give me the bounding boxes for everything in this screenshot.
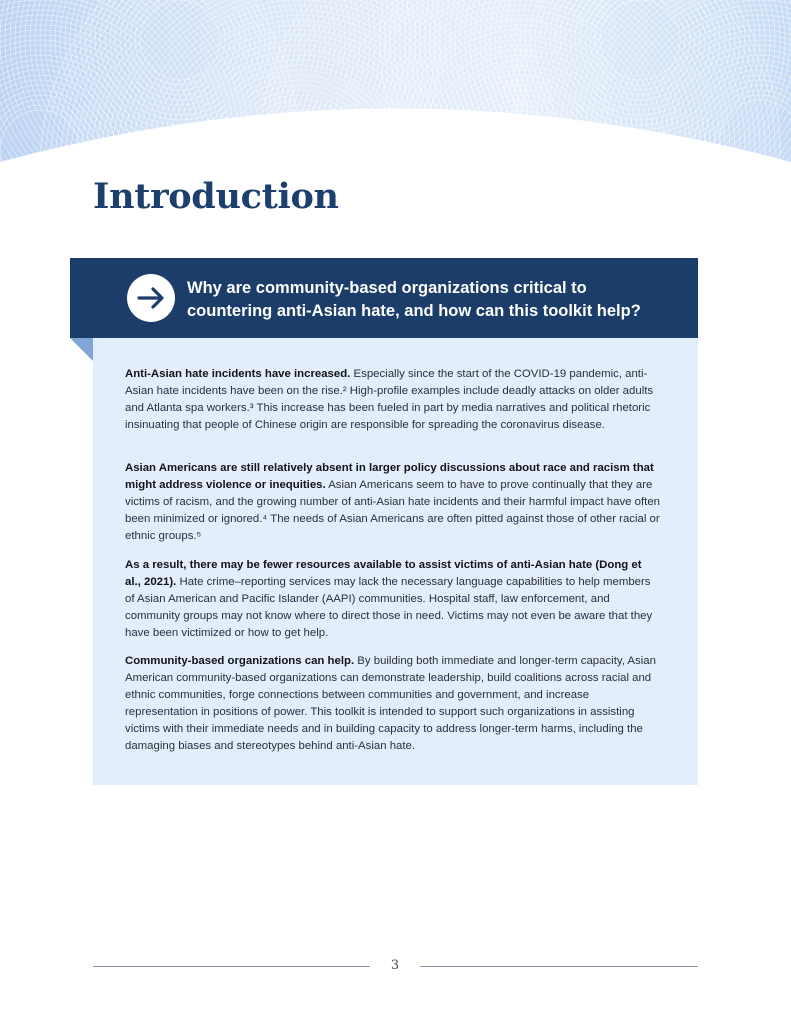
footer-rule-left — [93, 966, 370, 967]
arrow-right-icon — [127, 274, 175, 322]
paragraph-fewer-resources: As a result, there may be fewer resources available to assist victims of anti-Asian hate (Dong et al., 2021). Hate crime–reporting services may lack the necessary language capabilities to help members of Asian American and Pacific Islander (AAPI) communities. Hospital staff, law enforcement, and community groups may not know where to direct those in need. Victims may not even be aware that they have been victimized or how to get help. — [125, 559, 653, 639]
paragraph-policy-absence: Asian Americans are still relatively absent in larger policy discussions about race and racism that might address violence or inequities. Asian Americans seem to have to prove continually that they are victims of racism, and the growing number of anti-Asian hate incidents and their harmful impact have often been minimized or ignored.⁴ The needs of Asian Americans are often pitted against those of other racial or ethnic groups.⁵ — [125, 462, 660, 542]
decorative-banner — [0, 0, 791, 175]
page-number: 3 — [390, 958, 400, 973]
paragraph-hate-incidents: Anti-Asian hate incidents have increased. Especially since the start of the COVID-19 pandemic, anti-Asian hate incidents have been on the rise.² High-profile examples include deadly attacks on older adults and Atlanta spa workers.³ This increase has been fueled in part by media narratives and political rhetoric insinuating that people of Chinese origin are responsible for spreading the coronavirus disease. — [125, 368, 654, 431]
callout-header — [70, 258, 698, 338]
callout-fold-decoration — [70, 338, 93, 361]
paragraph-organizations-help: Community-based organizations can help. By building both immediate and longer-term capacity, Asian American community-based organizations can demonstrate leadership, build coalitions across racial and ethnic communities, forge connections between communities and government, and increase representation in positions of power. This toolkit is intended to support such organizations in assisting victims with their immediate needs and in building capacity to address longer-term harms, including the damaging biases and stereotypes behind anti-Asian hate. — [125, 655, 656, 752]
callout-body — [93, 338, 698, 785]
callout-question: Why are community-based organizations critical to countering anti-Asian hate, and how can this toolkit help? — [187, 279, 641, 320]
footer-rule-right — [420, 966, 698, 967]
page-title: Introduction — [93, 176, 339, 217]
